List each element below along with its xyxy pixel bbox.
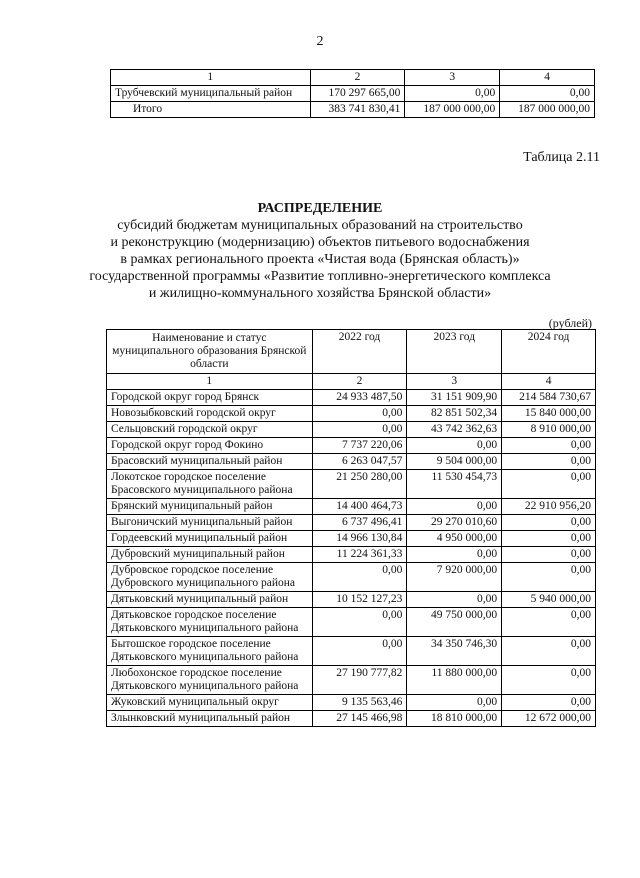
currency-note: (рублей): [548, 316, 592, 330]
value-2024: 0,00: [500, 86, 595, 102]
table-label: Таблица 2.11: [523, 150, 600, 165]
table-row: [107, 695, 596, 711]
column-number: 1: [111, 70, 311, 86]
value-2024: 0,00: [502, 666, 596, 695]
value-2024: 0,00: [502, 454, 596, 470]
column-numbers-row: [107, 374, 596, 390]
heading-line: и реконструкцию (модернизацию) объектов питьевого водоснабжения: [110, 235, 530, 250]
total-row: [111, 102, 595, 118]
total-2023: 187 000 000,00: [405, 102, 500, 118]
document-heading: [0, 200, 640, 302]
column-number: 1: [107, 374, 313, 390]
value-2024: 0,00: [502, 547, 596, 563]
table-row: [107, 637, 596, 666]
value-2024: 0,00: [502, 608, 596, 637]
value-2022: 11 224 361,33: [312, 547, 407, 563]
value-2022: 0,00: [312, 637, 407, 666]
value-2022: 24 933 487,50: [312, 390, 407, 406]
heading-line: государственной программы «Развитие топливно-энергетического комплекса: [89, 269, 551, 284]
table-body: [107, 390, 596, 727]
total-2024: 187 000 000,00: [500, 102, 595, 118]
value-2023: 7 920 000,00: [407, 563, 502, 592]
municipality-name: Городской округ город Фокино: [107, 438, 313, 454]
heading-title: РАСПРЕДЕЛЕНИЕ: [257, 201, 383, 216]
municipality-name: Брасовский муниципальный район: [107, 454, 313, 470]
header-2023: 2023 год: [407, 330, 502, 374]
value-2022: 27 190 777,82: [312, 666, 407, 695]
value-2022: 9 135 563,46: [312, 695, 407, 711]
municipality-name: Городской округ город Брянск: [107, 390, 313, 406]
total-label: Итого: [111, 102, 311, 118]
table-row: [107, 666, 596, 695]
value-2024: 12 672 000,00: [502, 711, 596, 727]
value-2023: 11 530 454,73: [407, 470, 502, 499]
value-2024: 0,00: [502, 531, 596, 547]
value-2024: 0,00: [502, 515, 596, 531]
table-header-row: [111, 70, 595, 86]
value-2023: 49 750 000,00: [407, 608, 502, 637]
subsidy-distribution-table: [106, 329, 596, 727]
value-2024: 0,00: [502, 470, 596, 499]
value-2022: 27 145 466,98: [312, 711, 407, 727]
value-2024: 0,00: [502, 563, 596, 592]
value-2022: 7 737 220,06: [312, 438, 407, 454]
column-number: 4: [500, 70, 595, 86]
value-2024: 0,00: [502, 637, 596, 666]
table-row: [107, 470, 596, 499]
value-2024: 0,00: [502, 695, 596, 711]
table-header-row: [107, 330, 596, 374]
column-number: 2: [310, 70, 405, 86]
column-number: 3: [405, 70, 500, 86]
municipality-name: Дятьковский муниципальный район: [107, 592, 313, 608]
value-2023: 29 270 010,60: [407, 515, 502, 531]
value-2023: 0,00: [407, 592, 502, 608]
value-2023: 11 880 000,00: [407, 666, 502, 695]
value-2023: 0,00: [407, 547, 502, 563]
continuation-table: [110, 69, 595, 118]
value-2023: 9 504 000,00: [407, 454, 502, 470]
page-number: 2: [316, 34, 324, 49]
value-2024: 15 840 000,00: [502, 406, 596, 422]
heading-line: и жилищно-коммунального хозяйства Брянской области»: [148, 286, 492, 301]
municipality-name: Новозыбковский городской округ: [107, 406, 313, 422]
value-2024: 0,00: [502, 438, 596, 454]
municipality-name: Дятьковское городское поселение Дятьковского муниципального района: [107, 608, 313, 637]
value-2024: 5 940 000,00: [502, 592, 596, 608]
table-row: [107, 711, 596, 727]
value-2022: 0,00: [312, 563, 407, 592]
heading-line: в рамках регионального проекта «Чистая вода (Брянская область)»: [120, 252, 520, 267]
heading-line: субсидий бюджетам муниципальных образований на строительство: [117, 218, 523, 233]
value-2023: 43 742 362,63: [407, 422, 502, 438]
total-2022: 383 741 830,41: [310, 102, 405, 118]
municipality-name: Выгоничский муниципальный район: [107, 515, 313, 531]
municipality-name: Злынковский муниципальный район: [107, 711, 313, 727]
municipality-name: Брянский муниципальный район: [107, 499, 313, 515]
value-2022: 0,00: [312, 422, 407, 438]
table-row: [107, 406, 596, 422]
value-2023: 0,00: [405, 86, 500, 102]
table-row: [107, 422, 596, 438]
value-2023: 0,00: [407, 499, 502, 515]
table-row: [107, 438, 596, 454]
value-2022: 21 250 280,00: [312, 470, 407, 499]
value-2023: 34 350 746,30: [407, 637, 502, 666]
value-2023: 82 851 502,34: [407, 406, 502, 422]
value-2022: 14 966 130,84: [312, 531, 407, 547]
municipality-name: Локотское городское поселение Брасовского муниципального района: [107, 470, 313, 499]
table-row: [107, 515, 596, 531]
header-municipality: Наименование и статус муниципального образования Брянской области: [107, 330, 313, 374]
table-row: [111, 86, 595, 102]
table-row: [107, 499, 596, 515]
table-row: [107, 390, 596, 406]
value-2024: 22 910 956,20: [502, 499, 596, 515]
value-2023: 4 950 000,00: [407, 531, 502, 547]
table-row: [107, 547, 596, 563]
value-2023: 0,00: [407, 695, 502, 711]
municipality-name: Трубчевский муниципальный район: [111, 86, 311, 102]
municipality-name: Гордеевский муниципальный район: [107, 531, 313, 547]
table-row: [107, 531, 596, 547]
column-number: 4: [502, 374, 596, 390]
table-row: [107, 608, 596, 637]
table-row: [107, 563, 596, 592]
value-2023: 31 151 909,90: [407, 390, 502, 406]
municipality-name: Дубровское городское поселение Дубровского муниципального района: [107, 563, 313, 592]
table-row: [107, 592, 596, 608]
value-2022: 170 297 665,00: [310, 86, 405, 102]
value-2022: 0,00: [312, 406, 407, 422]
value-2022: 6 737 496,41: [312, 515, 407, 531]
value-2022: 14 400 464,73: [312, 499, 407, 515]
header-2022: 2022 год: [312, 330, 407, 374]
value-2024: 214 584 730,67: [502, 390, 596, 406]
value-2024: 8 910 000,00: [502, 422, 596, 438]
value-2022: 6 263 047,57: [312, 454, 407, 470]
municipality-name: Бытошское городское поселение Дятьковского муниципального района: [107, 637, 313, 666]
municipality-name: Дубровский муниципальный район: [107, 547, 313, 563]
value-2023: 0,00: [407, 438, 502, 454]
column-number: 3: [407, 374, 502, 390]
table-row: [107, 454, 596, 470]
value-2023: 18 810 000,00: [407, 711, 502, 727]
value-2022: 0,00: [312, 608, 407, 637]
municipality-name: Сельцовский городской округ: [107, 422, 313, 438]
column-number: 2: [312, 374, 407, 390]
header-2024: 2024 год: [502, 330, 596, 374]
municipality-name: Любохонское городское поселение Дятьковского муниципального района: [107, 666, 313, 695]
value-2022: 10 152 127,23: [312, 592, 407, 608]
municipality-name: Жуковский муниципальный округ: [107, 695, 313, 711]
